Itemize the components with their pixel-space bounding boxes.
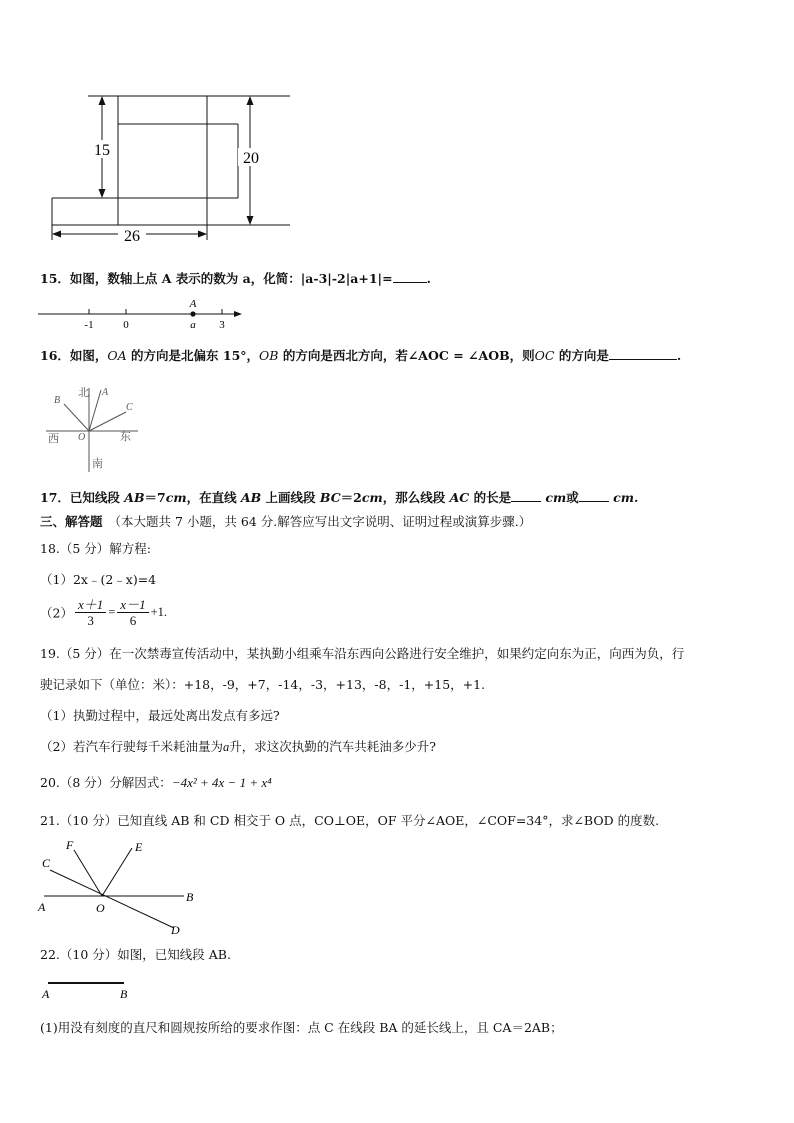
fraction-2: [117, 597, 148, 628]
q17-blank-2[interactable]: [579, 490, 609, 502]
q16-text-a: 16．如图，: [40, 348, 108, 363]
fraction-1-num: x＋1: [75, 597, 106, 613]
west-label: 西: [48, 433, 59, 445]
q17-ac: AC: [449, 490, 470, 505]
point-o-label: O: [78, 432, 86, 443]
point-a-label: A: [102, 387, 109, 398]
label-15: 15: [94, 142, 110, 159]
q17-bc: BC: [319, 490, 341, 505]
q19-line-2: 驶记录如下（单位：米）：+18，-9，+7，-14，-3，+13，-8，-1，+15，+1.: [40, 677, 486, 692]
q16-text-b: 的方向是北偏东 15°，: [126, 348, 260, 363]
q17-cm3: cm: [541, 490, 567, 505]
fraction-2-den: 6: [129, 613, 137, 628]
point-c-label: C: [126, 402, 133, 413]
q17-cm1: cm: [165, 490, 187, 505]
q16-ob: OB: [259, 348, 279, 363]
point-a-dot: [190, 311, 195, 316]
q22-part-1: (1)用没有刻度的直尺和圆规按所给的要求作图：点 C 在线段 BA 的延长线上，且 CA＝2AB；: [40, 1020, 563, 1035]
label-20: 20: [243, 150, 259, 167]
q18-heading: 18.（5 分）解方程:: [40, 541, 152, 556]
q16-question: [40, 348, 681, 364]
q17-text-a: 17．已知线段: [40, 490, 125, 505]
point-b-label: B: [120, 987, 128, 1001]
label-a: a: [190, 319, 196, 331]
q19-part-2: [40, 739, 436, 755]
fraction-1-den: 3: [87, 613, 94, 628]
point-a-label: A: [38, 900, 46, 914]
q20-expression: −4x² + 4x − 1 + x⁴: [171, 775, 272, 790]
q17-text-d: 上画线段: [261, 490, 320, 505]
q17-ab2: AB: [240, 490, 262, 505]
south-label: 南: [92, 458, 103, 470]
q17-text-c: ，在直线: [186, 490, 241, 505]
q18-tail: +1.: [150, 605, 168, 619]
q15-number-line: [36, 296, 246, 332]
q16-end: .: [676, 348, 682, 363]
north-label: 北: [78, 387, 89, 399]
q16-oa: OA: [107, 348, 127, 363]
q22-segment-ab-figure: [38, 974, 138, 1004]
q15-question: [40, 271, 431, 287]
section-3-note: （本大题共 7 小题，共 64 分.解答应写出文字说明、证明过程或演算步骤.）: [108, 514, 532, 529]
point-e-label: E: [135, 840, 143, 854]
equals-sign: =: [108, 605, 116, 619]
point-c-label: C: [42, 856, 51, 870]
q15-end: .: [426, 271, 431, 286]
q17-text-f: ，那么线段: [382, 490, 450, 505]
fraction-1: [75, 597, 106, 628]
point-b-label: B: [54, 395, 61, 406]
q17-blank-1[interactable]: [511, 490, 541, 502]
q19-line-1: 19.（5 分）在一次禁毒宣传活动中，某执勤小组乘车沿东西向公路进行安全维护，如果约定向东为正，向西为负，行: [40, 646, 685, 661]
q15-text: 15．如图，数轴上点 A 表示的数为 a，化简：|a-3|-2|a+1|=: [40, 271, 393, 286]
q16-answer-blank[interactable]: [609, 348, 677, 360]
q17-question: [40, 490, 638, 506]
q17-or: 或: [566, 490, 579, 505]
q22-question: 22.（10 分）如图，已知线段 AB.: [40, 947, 231, 962]
point-o-label: O: [96, 901, 105, 915]
q15-answer-blank[interactable]: [393, 271, 427, 283]
q17-cm2: cm: [361, 490, 383, 505]
q16-text-c: 的方向是西北方向，若∠AOC = ∠AOB，则: [278, 348, 535, 363]
point-d-label: D: [171, 923, 180, 937]
east-label: 东: [120, 431, 131, 443]
label-26: 26: [124, 228, 140, 245]
q17-ab: AB: [124, 490, 145, 505]
q16-oc: OC: [534, 348, 555, 363]
q18-p2-prefix: （2）: [40, 605, 73, 621]
q17-text-e: ＝2: [340, 490, 362, 505]
point-a-label: A: [189, 298, 197, 310]
section-3-title: 三、解答题: [40, 514, 103, 529]
tick-3: 3: [219, 319, 225, 331]
q17-text-g: 的长是: [469, 490, 512, 505]
point-b-label: B: [186, 890, 194, 904]
tick-0: 0: [123, 319, 129, 331]
q17-text-b: ＝7: [144, 490, 166, 505]
q16-text-d: 的方向是: [554, 348, 609, 363]
section-3-heading: [40, 514, 531, 530]
point-a-label: A: [42, 987, 50, 1001]
q21-intersecting-lines-figure: [34, 834, 204, 940]
q16-compass-figure: [42, 382, 142, 474]
q20-text: 20.（8 分）分解因式：: [40, 775, 172, 790]
q20-question: [40, 775, 272, 791]
point-f-label: F: [66, 838, 74, 852]
q19-p2-a: （2）若汽车行驶每千米耗油量为: [40, 739, 223, 754]
q19-p2-b: 升，求这次执勤的汽车共耗油多少升?: [229, 739, 436, 754]
q18-part-2: [40, 597, 167, 628]
q19-part-1: （1）执勤过程中，最远处离出发点有多远?: [40, 708, 280, 723]
q19-var-a: a: [222, 740, 230, 754]
q18-part-1: （1）2x﹣(2﹣x)=4: [40, 572, 157, 587]
q14-rectangles-figure: [40, 88, 300, 248]
q21-question: 21.（10 分）已知直线 AB 和 CD 相交于 O 点，CO⊥OE，OF 平分∠AOE，∠COF=34°，求∠BOD 的度数.: [40, 813, 660, 828]
tick-neg1: -1: [84, 319, 94, 331]
fraction-2-num: x－1: [117, 597, 148, 613]
q17-cm4: cm.: [608, 490, 639, 505]
